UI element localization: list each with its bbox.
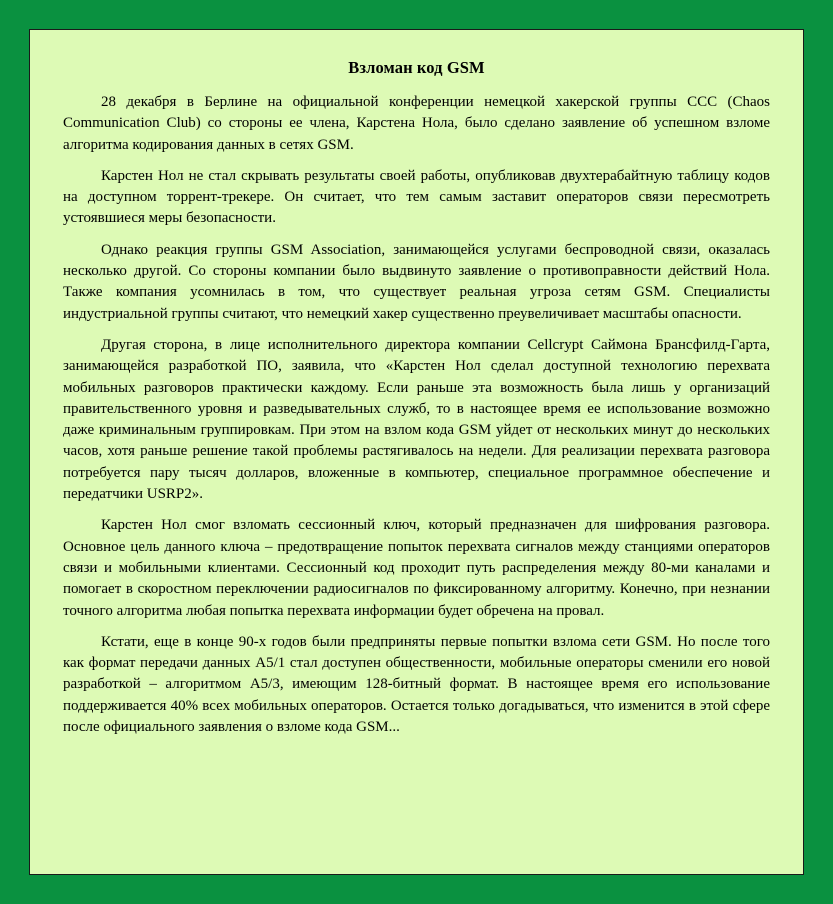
article-paragraph: 28 декабря в Берлине на официальной конференции немецкой хакерской группы CCC (Chaos Communication Club) со стороны ее члена, Карстена Нола, было сделано заявление об успешном взломе алгоритма кодирования данных в сетях GSM. xyxy=(63,94,770,153)
document-body xyxy=(30,30,803,758)
article-paragraph: Другая сторона, в лице исполнительного директора компании Cellcrypt Саймона Брансфилд-Гарта, занимающейся разработкой ПО, заявила, что «Карстен Нол сделал доступной технологию перехвата мобильных разговоров практически каждому. Если раньше эта возможность была лишь у организаций правительственного уровня и разведывательных служб, то в настоящее время ее использование возможно даже криминальным группировкам. При этом на взлом кода GSM уйдет от нескольких минут до нескольких часов, хотя раньше решение такой проблемы растягивалось на недели. Для реализации перехвата разговора потребуется пару тысяч долларов, вложенные в компьютер, специальное программное обеспечение и передатчики USRP2». xyxy=(63,336,770,503)
article-paragraph: Однако реакция группы GSM Association, занимающейся услугами беспроводной связи, оказалась несколько другой. Со стороны компании было выдвинуто заявление о противоправности действий Нола. Также компания усомнилась в том, что существует реальная угроза сетям GSM. Специалисты индустриальной группы считают, что немецкий хакер существенно преувеличивает масштабы опасности. xyxy=(63,241,770,322)
article-paragraph: Карстен Нол не стал скрывать результаты своей работы, опубликовав двухтерабайтную таблицу кодов на доступном торрент-трекере. Он считает, что тем самым заставит операторов связи пересмотреть устоявшиеся меры безопасности. xyxy=(63,167,770,227)
article-paragraph: Кстати, еще в конце 90-х годов были предприняты первые попытки взлома сети GSM. Но после того как формат передачи данных A5/1 стал доступен общественности, мобильные операторы сменили его новой разработкой – алгоритмом A5/3, имеющим 128-битный формат. В настоящее время его использование поддерживается 40% всех мобильных операторов. Остается только догадываться, что изменится в этой сфере после официального заявления о взломе кода GSM... xyxy=(63,633,770,736)
article-paragraph: Карстен Нол смог взломать сессионный ключ, который предназначен для шифрования разговора. Основное цель данного ключа – предотвращение попыток перехвата сигналов между станциями операторов связи и мобильными клиентами. Сессионный код проходит путь распределения между 80-ми каналами и помогает в скоростном переключении радиосигналов по фиксированному алгоритму. Конечно, при незнании точного алгоритма любая попытка перехвата информации будет обречена на провал. xyxy=(63,517,770,619)
document-sheet xyxy=(29,29,804,875)
page-title: Взломан код GSM xyxy=(348,58,485,77)
